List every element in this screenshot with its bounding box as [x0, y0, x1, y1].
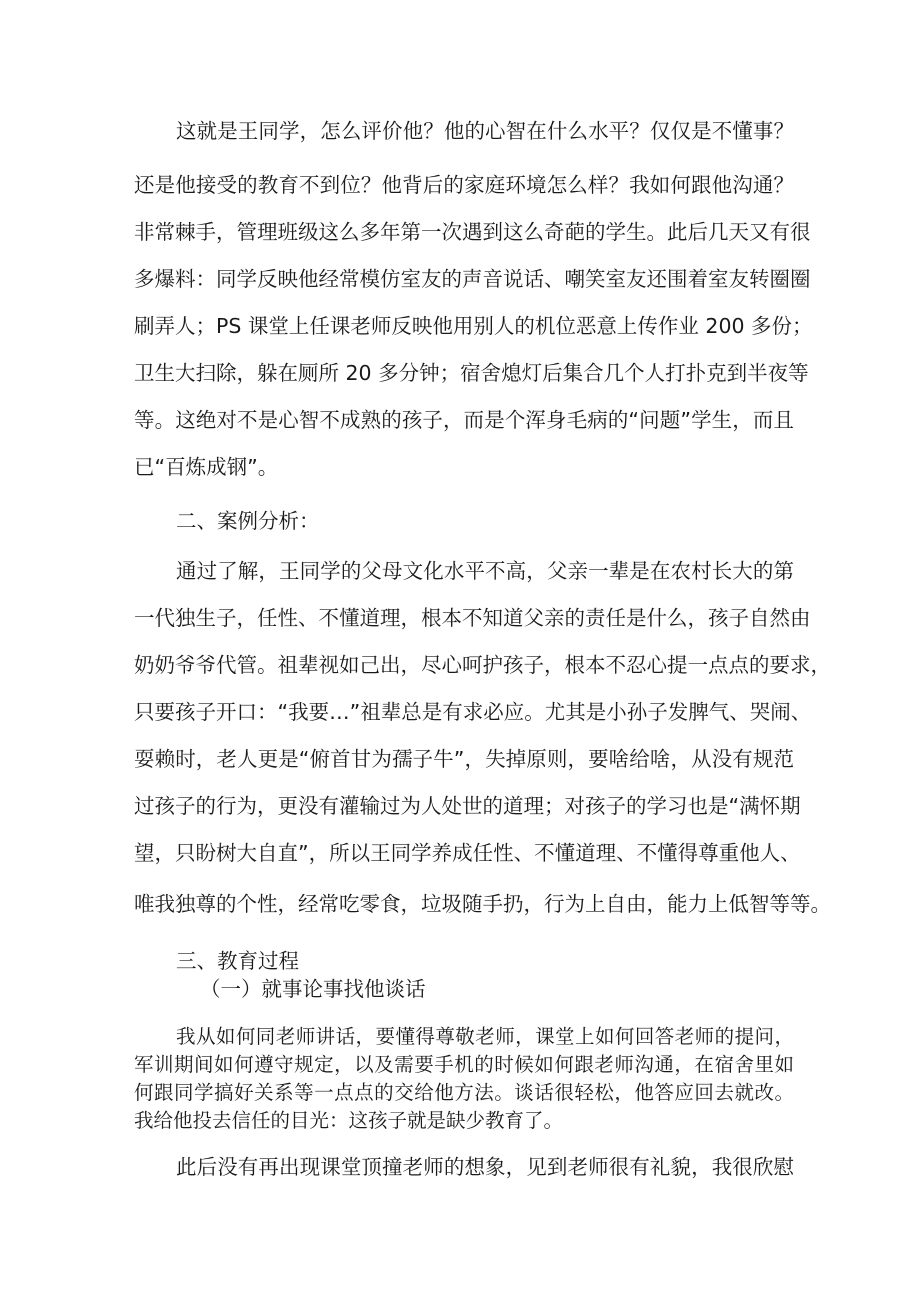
- paragraph-2-line-1: 通过了解，王同学的父母文化水平不高，父亲一辈是在农村长大的第: [176, 559, 794, 583]
- paragraph-2-line-4: 只要孩子开口：“我要…”祖辈总是有求必应。尤其是小孙子发脾气、哭闹、: [134, 700, 812, 724]
- paragraph-3-line-2: 军训期间如何遵守规定，以及需要手机的时候如何跟老师沟通，在宿舍里如: [134, 1053, 794, 1076]
- paragraph-2-line-2: 一代独生子，任性、不懂道理，根本不知道父亲的责任是什么，孩子自然由: [134, 606, 811, 630]
- paragraph-2-line-6: 过孩子的行为，更没有灌输过为人处世的道理；对孩子的学习也是“满怀期: [134, 794, 801, 818]
- paragraph-2-line-7: 望，只盼树大自直”，所以王同学养成任性、不懂道理、不懂得尊重他人、: [134, 841, 801, 865]
- paragraph-3-line-3: 何跟同学搞好关系等一点点的交给他方法。谈话很轻松，他答应回去就改。: [134, 1081, 794, 1104]
- paragraph-1-line-8: 已“百炼成钢”。: [134, 455, 279, 479]
- paragraph-1-line-3: 非常棘手，管理班级这么多年第一次遇到这么奇葩的学生。此后几天又有很: [134, 220, 811, 244]
- paragraph-1-line-2: 还是他接受的教育不到位？他背后的家庭环境怎么样？我如何跟他沟通？: [134, 173, 794, 197]
- section-heading-education-process: 三、教育过程: [176, 949, 299, 973]
- paragraph-1-line-7: 等。这绝对不是心智不成熟的孩子，而是个浑身毛病的“问题”学生，而且: [134, 408, 794, 432]
- paragraph-2-line-3: 奶奶爷爷代管。祖辈视如己出，尽心呵护孩子，根本不忍心提一点点的要求，: [134, 653, 831, 677]
- paragraph-3-line-1: 我从如何同老师讲话，要懂得尊敬老师，课堂上如何回答老师的提问，: [176, 1025, 794, 1048]
- paragraph-1-line-5: 刷弄人；PS 课堂上任课老师反映他用别人的机位恶意上传作业 200 多份；: [134, 314, 813, 338]
- paragraph-1-line-4: 多爆料：同学反映他经常模仿室友的声音说话、嘲笑室友还围着室友转圈圈: [134, 267, 811, 291]
- paragraph-2-line-8: 唯我独尊的个性，经常吃零食，垃圾随手扔，行为上自由，能力上低智等等。: [134, 892, 831, 916]
- paragraph-3-line-4: 我给他投去信任的目光：这孩子就是缺少教育了。: [134, 1109, 564, 1132]
- paragraph-1-line-1: 这就是王同学，怎么评价他？他的心智在什么水平？仅仅是不懂事？: [176, 119, 794, 143]
- section-heading-case-analysis: 二、案例分析：: [176, 509, 320, 533]
- paragraph-1-line-6: 卫生大扫除，躲在厕所 20 多分钟；宿舍熄灯后集合几个人打扑克到半夜等: [134, 361, 809, 385]
- paragraph-4-line-1: 此后没有再出现课堂顶撞老师的想象，见到老师很有礼貌，我很欣慰: [176, 1155, 794, 1179]
- paragraph-2-line-5: 耍赖时，老人更是“俯首甘为孺子牛”，失掉原则，要啥给啥，从没有规范: [134, 747, 794, 771]
- subheading-talk: （一）就事论事找他谈话: [200, 977, 426, 1001]
